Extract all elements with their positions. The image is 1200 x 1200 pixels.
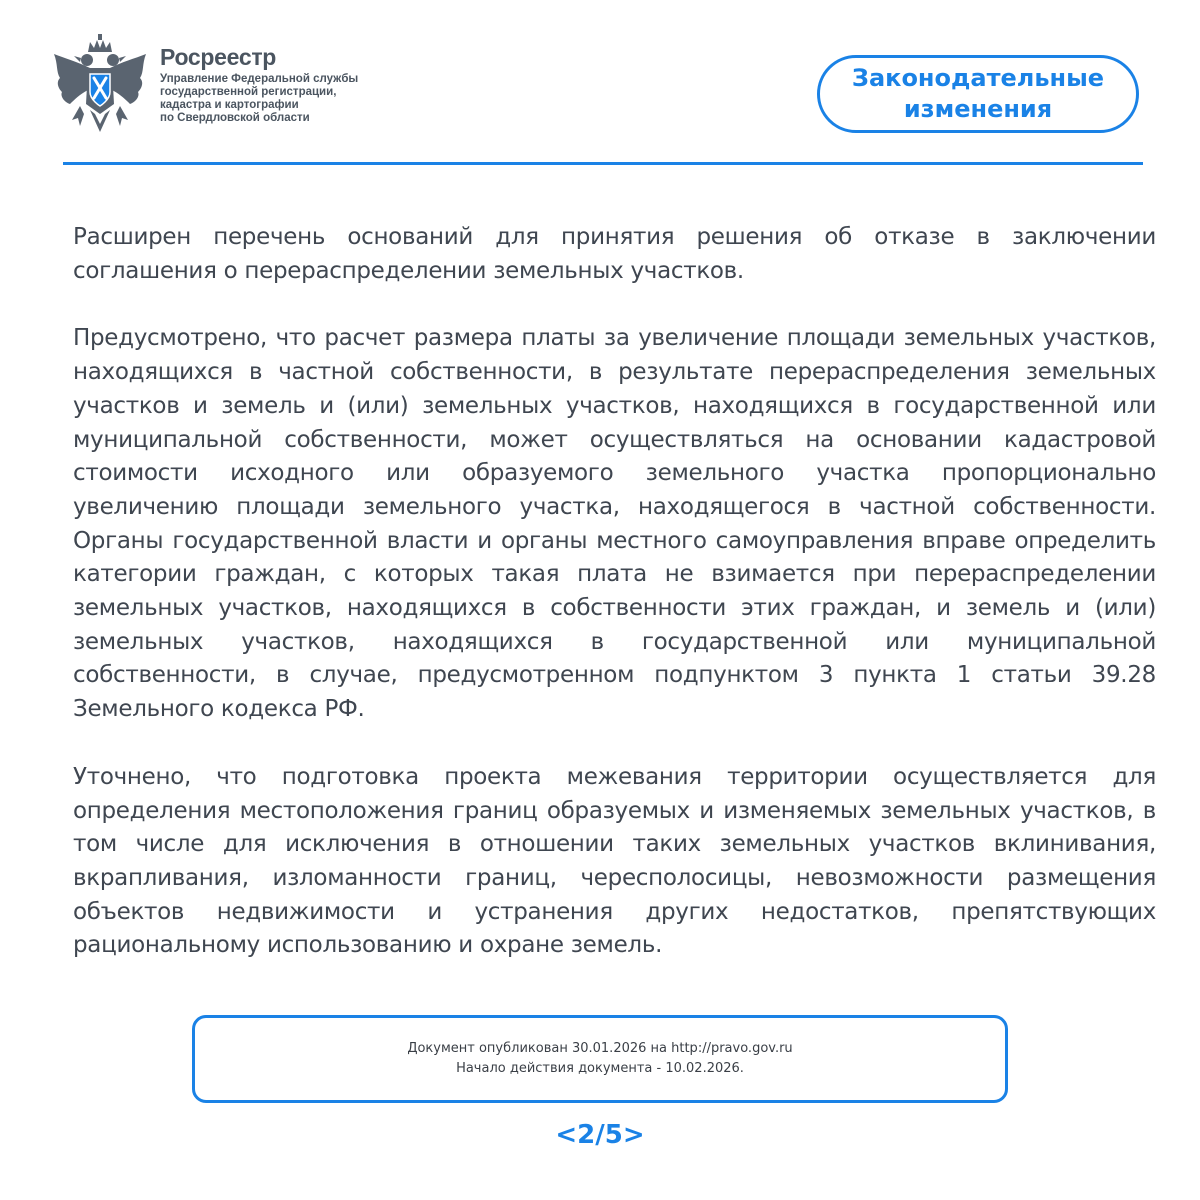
article-body: [73, 221, 1156, 997]
org-description: [160, 73, 358, 125]
paragraph: Предусмотрено, что расчет размера платы за увеличение площади земельных участков, находящихся в частной собственности, в результате перераспределения земельных участков и земель и (или) земельных участков, находящихся в государственной или муниципальной собственности, может осуществляться на основании кадастровой стоимости исходного или образуемого земельного участка пропорционально увеличению площади земельного участка, находящегося в частной собственности. Органы государственной власти и органы местного самоуправления вправе определить категории граждан, с которых такая плата не взимается при перераспределении земельных участков, находящихся в собственности этих граждан, и земель и (или) земельных участков, находящихся в государственной или муниципальной собственности, в случае, предусмотренном подпунктом 3 пункта 1 статьи 39.28 Земельного кодекса РФ.: [73, 325, 1156, 723]
topic-badge-line: Законодательные: [851, 64, 1105, 92]
org-desc-line: государственной регистрации,: [160, 86, 337, 98]
paragraph: Расширен перечень оснований для принятия решения об отказе в заключении соглашения о перераспределении земельных участков.: [73, 224, 1156, 284]
topic-badge-line: изменения: [903, 95, 1053, 123]
paragraph: Уточнено, что подготовка проекта межевания территории осуществляется для определения местоположения границ образуемых и изменяемых земельных участков, в том числе для исключения в отношении таких земельных участков вклинивания, вкрапливания, изломанности границ, чересполосицы, невозможности размещения объектов недвижимости и устранения других недостатков, препятствующих рациональному использованию и охране земель.: [73, 763, 1156, 959]
org-desc-line: кадастра и картографии: [160, 99, 299, 111]
org-desc-line: Управление Федеральной службы: [160, 73, 359, 85]
org-name: Росреестр: [160, 44, 277, 70]
page-indicator: <2/5>: [555, 1120, 645, 1150]
topic-badge: [817, 55, 1139, 133]
rosreestr-emblem-icon: [50, 34, 150, 138]
header-divider: [63, 162, 1143, 165]
org-block: [160, 44, 358, 125]
org-desc-line: по Свердловской области: [160, 112, 310, 124]
publication-note: [192, 1015, 1008, 1103]
publication-date: Документ опубликован 30.01.2026 на http://pravo.gov.ru: [407, 1041, 793, 1056]
effective-date: Начало действия документа - 10.02.2026.: [456, 1061, 744, 1076]
